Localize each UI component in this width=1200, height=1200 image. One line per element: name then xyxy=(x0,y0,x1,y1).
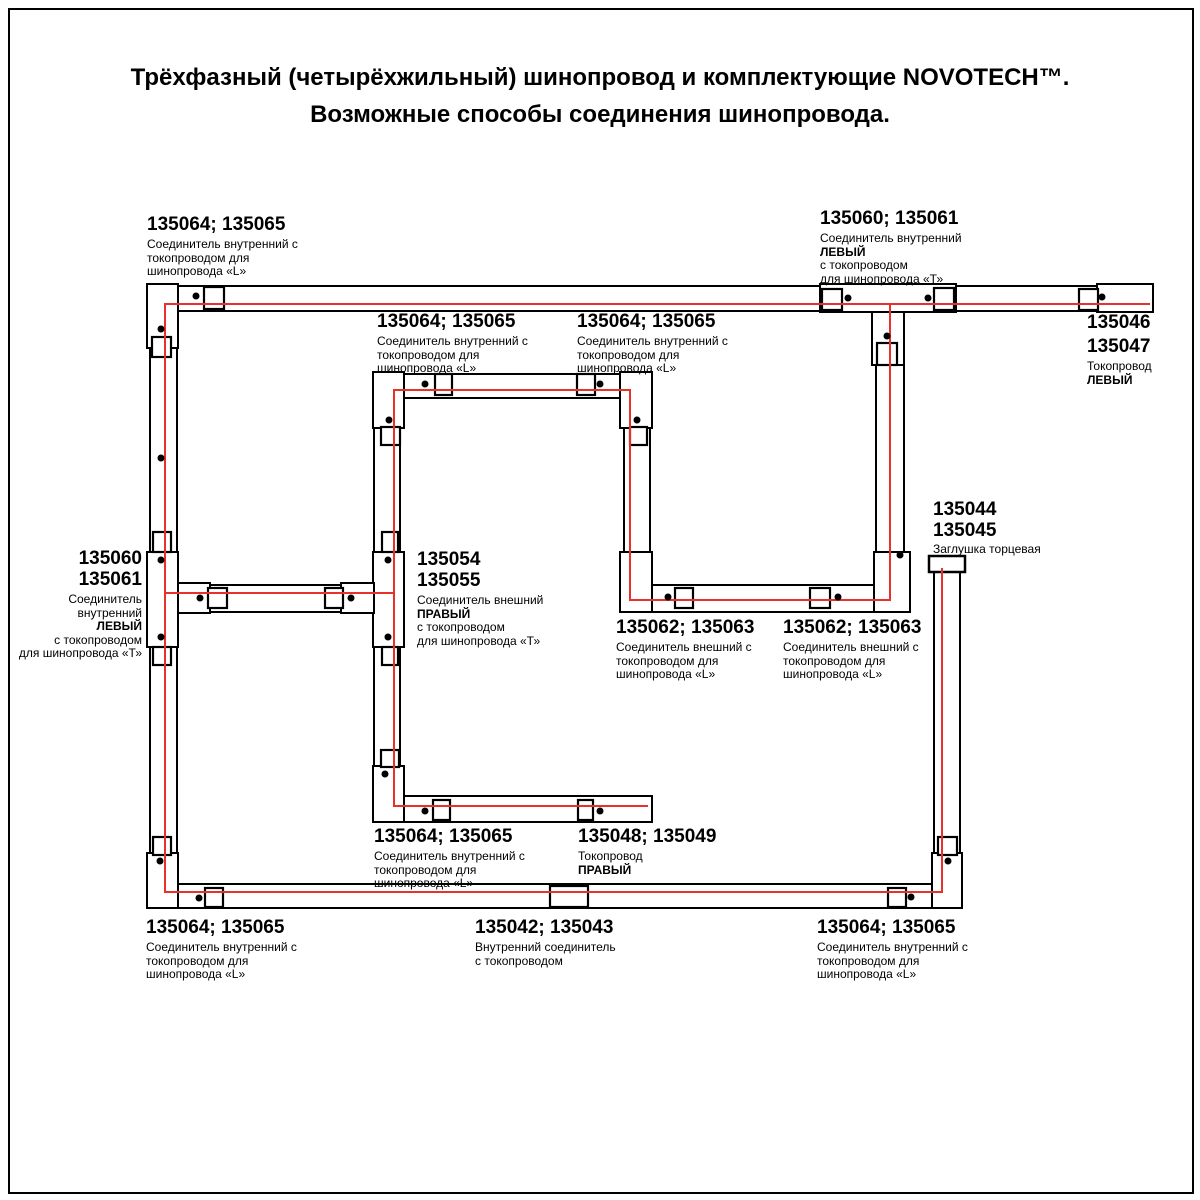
corner-ext-left xyxy=(620,552,652,612)
coupling xyxy=(152,337,171,357)
article-number: 135044 xyxy=(933,499,997,520)
coupling xyxy=(630,427,647,445)
article-number: 135047 xyxy=(1087,336,1151,357)
coupling xyxy=(325,588,343,608)
article-numbers: 135064; 135065 xyxy=(146,917,285,938)
label-connector-bottom-center: 135042; 135043 Внутренний соединитель с токопроводом xyxy=(475,917,616,968)
coupling-straight xyxy=(550,886,588,907)
coupling xyxy=(810,588,830,608)
article-number: 135045 xyxy=(933,520,997,541)
corner-inner-bottom-left xyxy=(373,766,404,822)
label-connector-inner-mid-left: 135064; 135065 Соединитель внутренний с токопроводом для шинопровода «L» xyxy=(377,311,528,375)
tee-left-body xyxy=(147,552,178,647)
track-inner-top xyxy=(374,374,650,398)
coupling xyxy=(153,837,171,855)
corner-ext-right xyxy=(874,552,910,612)
label-tee-left: 135060 135061 Соединитель внутренний ЛЕВЫЙ с токопроводом для шинопровода «Т» xyxy=(10,548,142,661)
label-connector-inner-mid-right: 135064; 135065 Соединитель внутренний с токопроводом для шинопровода «L» xyxy=(577,311,728,375)
article-numbers: 135064; 135065 xyxy=(377,311,516,332)
label-feed-right: 135048; 135049 Токопровод ПРАВЫЙ xyxy=(578,826,717,877)
label-end-cap: 135044 135045 Заглушка торцевая xyxy=(933,499,1041,556)
coupling xyxy=(433,800,450,820)
article-number: 135055 xyxy=(417,570,481,591)
page-title-line2: Возможные способы соединения шинопровода. xyxy=(310,101,890,128)
coupling xyxy=(877,343,897,365)
coupling xyxy=(888,888,906,907)
article-numbers: 135062; 135063 xyxy=(616,617,755,638)
label-connector-bottom-right: 135064; 135065 Соединитель внутренний с токопроводом для шинопровода «L» xyxy=(817,917,968,981)
label-connector-inner-left-tee-top: 135060; 135061 Соединитель внутренний ЛЕВЫЙ с токопроводом для шинопровода «Т» xyxy=(820,208,962,286)
article-numbers: 135064; 135065 xyxy=(147,214,286,235)
article-number: 135054 xyxy=(417,549,481,570)
coupling xyxy=(153,647,171,665)
tee-left-stub xyxy=(178,583,210,613)
coupling xyxy=(577,374,595,395)
article-number: 135060 xyxy=(78,548,142,569)
article-number: 135061 xyxy=(78,569,142,590)
coupling xyxy=(381,750,399,767)
coupling xyxy=(1079,289,1098,310)
article-numbers: 135064; 135065 xyxy=(577,311,716,332)
coupling xyxy=(934,288,954,310)
coupling xyxy=(578,800,593,820)
tee-center-body xyxy=(373,552,404,647)
article-numbers: 135064; 135065 xyxy=(817,917,956,938)
article-number: 135046 xyxy=(1087,312,1151,333)
label-connector-external-right: 135062; 135063 Соединитель внешний с токопроводом для шинопровода «L» xyxy=(783,617,922,681)
label-connector-external-left: 135062; 135063 Соединитель внешний с токопроводом для шинопровода «L» xyxy=(616,617,755,681)
feed-left-piece xyxy=(1097,284,1153,312)
label-connector-bottom-left: 135064; 135065 Соединитель внутренний с токопроводом для шинопровода «L» xyxy=(146,917,297,981)
coupling xyxy=(153,532,171,552)
label-connector-inner-bottom: 135064; 135065 Соединитель внутренний с токопроводом для шинопровода «L» xyxy=(374,826,525,890)
tee-center-stub xyxy=(341,583,374,613)
label-feed-left: 135046 135047 Токопровод ЛЕВЫЙ xyxy=(1087,312,1152,387)
coupling xyxy=(938,837,957,855)
article-numbers: 135062; 135063 xyxy=(783,617,922,638)
track-inner-bottom xyxy=(374,796,652,822)
coupling xyxy=(822,289,842,310)
coupling xyxy=(381,427,400,445)
coupling xyxy=(208,588,227,608)
article-numbers: 135042; 135043 xyxy=(475,917,614,938)
coupling xyxy=(205,888,223,907)
article-numbers: 135048; 135049 xyxy=(578,826,717,847)
coupling xyxy=(382,532,398,552)
article-numbers: 135060; 135061 xyxy=(820,208,959,229)
track-top-horizontal xyxy=(150,286,1153,311)
label-tee-center-external: 135054 135055 Соединитель внешний ПРАВЫЙ с токопроводом для шинопровода «Т» xyxy=(417,549,544,648)
article-numbers: 135064; 135065 xyxy=(374,826,513,847)
coupling xyxy=(435,374,452,395)
coupling xyxy=(382,647,398,665)
label-connector-inner-top-left: 135064; 135065 Соединитель внутренний с токопроводом для шинопровода «L» xyxy=(147,214,298,278)
coupling xyxy=(204,287,224,309)
page-title-line1: Трёхфазный (четырёхжильный) шинопровод и комплектующие NOVOTECH™. xyxy=(130,64,1070,91)
coupling xyxy=(675,588,693,608)
end-cap xyxy=(929,556,965,572)
